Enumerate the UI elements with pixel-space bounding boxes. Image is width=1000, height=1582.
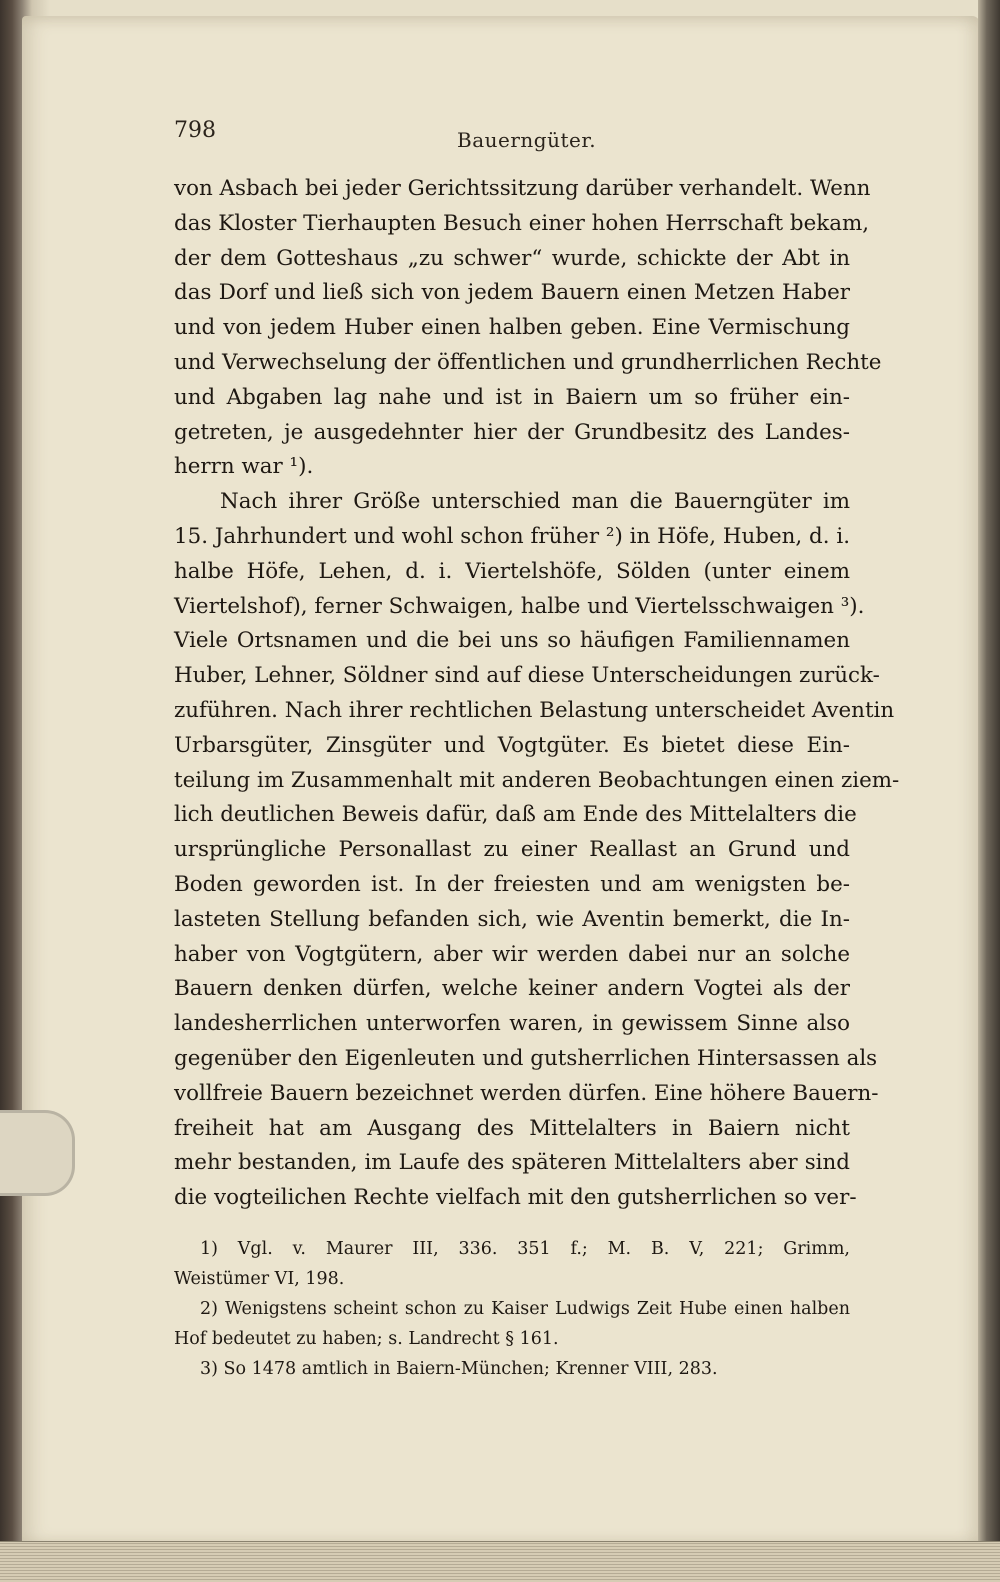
body-line: der dem Gotteshaus „zu schwer“ wurde, schickte der Abt in — [174, 245, 850, 271]
body-line: und Verwechselung der öffentlichen und grundherrlichen Rechte — [174, 349, 882, 375]
body-line: 15. Jahrhundert und wohl schon früher ²) in Höfe, Huben, d. i. — [174, 523, 850, 549]
page-edge-right — [978, 0, 1000, 1582]
body-line: landesherrlichen unterworfen waren, in gewissem Sinne also — [174, 1011, 850, 1037]
body-line: von Asbach bei jeder Gerichtssitzung darüber verhandelt. Wenn — [174, 176, 871, 201]
footnote-3: 3) So 1478 amtlich in Baiern-München; Krenner VIII, 283. — [200, 1359, 718, 1379]
body-line: lasteten Stellung befanden sich, wie Aventin bemerkt, die In- — [174, 906, 850, 932]
footnotes — [174, 1234, 850, 1384]
body-line: teilung im Zusammenhalt mit anderen Beobachtungen einen ziem- — [174, 767, 900, 793]
body-line: Viele Ortsnamen und die bei uns so häufigen Familiennamen — [174, 628, 850, 654]
footnote-2: 2) Wenigstens scheint schon zu Kaiser Ludwigs Zeit Hube einen halben — [200, 1299, 850, 1319]
body-line: und Abgaben lag nahe und ist in Baiern um so früher ein- — [174, 384, 850, 410]
footnote-1: 1) Vgl. v. Maurer III, 336. 351 f.; M. B. V, 221; Grimm, — [200, 1239, 850, 1259]
body-line: ursprüngliche Personallast zu einer Reallast an Grund und — [174, 837, 850, 863]
body-line: gegenüber den Eigenleuten und gutsherrlichen Hintersassen als — [174, 1045, 878, 1071]
body-line: halbe Höfe, Lehen, d. i. Viertelshöfe, Sölden (unter einem — [174, 558, 850, 584]
body-line: das Dorf und ließ sich von jedem Bauern einen Metzen Haber — [174, 280, 850, 306]
body-line: mehr bestanden, im Laufe des späteren Mittelalters aber sind — [174, 1150, 850, 1176]
body-line: das Kloster Tierhaupten Besuch einer hohen Herrschaft bekam, — [174, 210, 870, 236]
footnote-1-cont: Weistümer VI, 198. — [174, 1269, 345, 1289]
footnote-2-cont: Hof bedeutet zu haben; s. Landrecht § 161. — [174, 1329, 559, 1349]
bookmark-tab — [0, 1110, 75, 1196]
paragraph-start: Nach ihrer Größe unterschied man die Bauerngüter im — [220, 489, 850, 515]
body-line: herrn war ¹). — [174, 454, 314, 480]
body-line: zuführen. Nach ihrer rechtlichen Belastung unterscheidet Aventin — [174, 697, 895, 723]
body-text — [174, 172, 900, 1216]
page-header — [174, 118, 854, 158]
body-line: Viertelshof), ferner Schwaigen, halbe und Viertelsschwaigen ³). — [174, 593, 865, 619]
body-line: Bauern denken dürfen, welche keiner andern Vogtei als der — [174, 976, 850, 1002]
page-number: 798 — [174, 118, 216, 143]
body-line: vollfreie Bauern bezeichnet werden dürfen. Eine höhere Bauern- — [174, 1080, 879, 1106]
running-head: Bauerngüter. — [457, 128, 597, 152]
body-line: Huber, Lehner, Söldner sind auf diese Unterscheidungen zurück- — [174, 663, 880, 689]
body-line: Boden geworden ist. In der freiesten und am wenigsten be- — [174, 871, 850, 897]
body-line: freiheit hat am Ausgang des Mittelalters in Baiern nicht — [174, 1115, 850, 1141]
body-line: die vogteilichen Rechte vielfach mit den gutsherrlichen so ver- — [174, 1185, 857, 1211]
body-line: und von jedem Huber einen halben geben. Eine Vermischung — [174, 315, 850, 341]
page-stack-bottom — [0, 1541, 1000, 1582]
body-line: haber von Vogtgütern, aber wir werden dabei nur an solche — [174, 941, 850, 967]
body-line: getreten, je ausgedehnter hier der Grundbesitz des Landes- — [174, 419, 850, 445]
body-line: Urbarsgüter, Zinsgüter und Vogtgüter. Es bietet diese Ein- — [174, 732, 850, 758]
body-line: lich deutlichen Beweis dafür, daß am Ende des Mittelalters die — [174, 802, 857, 828]
